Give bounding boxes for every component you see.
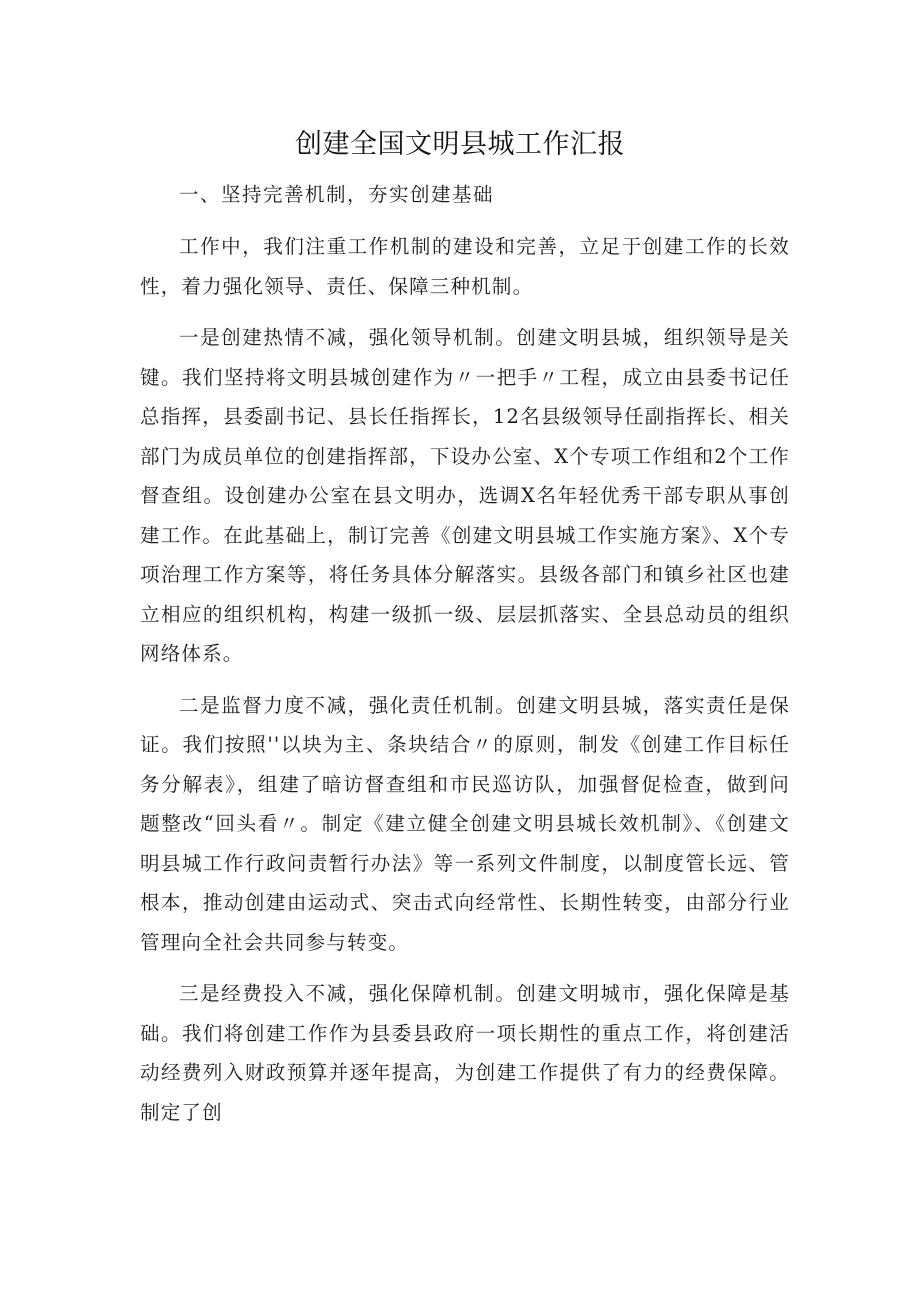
spacer bbox=[140, 306, 790, 318]
document-body bbox=[140, 175, 790, 1132]
paragraph-intro: 工作中，我们注重工作机制的建设和完善，立足于创建工作的长效性，着力强化领导、责任、保障三种机制。 bbox=[140, 235, 790, 298]
spacer bbox=[140, 215, 790, 227]
spacer bbox=[140, 962, 790, 974]
paragraph-responsibility-mechanism: 二是监督力度不减，强化责任机制。创建文明县城，落实责任是保证。我们按照''以块为主、条块结合〃的原则，制发《创建工作目标任务分解表》，组建了暗访督查组和市民巡访队，加强督促检查，做到问题整改“回头看〃。制定《建立健全创建文明县城长效机制》、《创建文明县城工作行政问责暂行办法》等一系列文件制度，以制度管长远、管根本，推动创建由运动式、突击式向经常性、长期性转变，由部分行业管理向全社会共同参与转变。 bbox=[140, 693, 790, 954]
document-title: 创建全国文明县城工作汇报 bbox=[295, 129, 625, 160]
spacer bbox=[140, 674, 790, 686]
paragraph-guarantee-mechanism: 三是经费投入不减，强化保障机制。创建文明城市，强化保障是基础。我们将创建工作作为县委县政府一项长期性的重点工作，将创建活动经费列入财政预算并逐年提高，为创建工作提供了有力的经费保障。制定了创 bbox=[140, 982, 790, 1124]
paragraph-leadership-mechanism: 一是创建热情不减，强化领导机制。创建文明县城，组织领导是关键。我们坚持将文明县城创建作为〃一把手〃工程，成立由县委书记任总指挥，县委副书记、县长任指挥长，12名县级领导任副指挥长、相关部门为成员单位的创建指挥部，下设办公室、X个专项工作组和2个工作督查组。设创建办公室在县文明办，选调X名年轻优秀干部专职从事创建工作。在此基础上，制订完善《创建文明县城工作实施方案》、X个专项治理工作方案等，将任务具体分解落实。县级各部门和镇乡社区也建立相应的组织机构，构建一级抓一级、层层抓落实、全县总动员的组织网络体系。 bbox=[140, 326, 790, 665]
section-heading: 一、坚持完善机制，夯实创建基础 bbox=[179, 183, 495, 206]
